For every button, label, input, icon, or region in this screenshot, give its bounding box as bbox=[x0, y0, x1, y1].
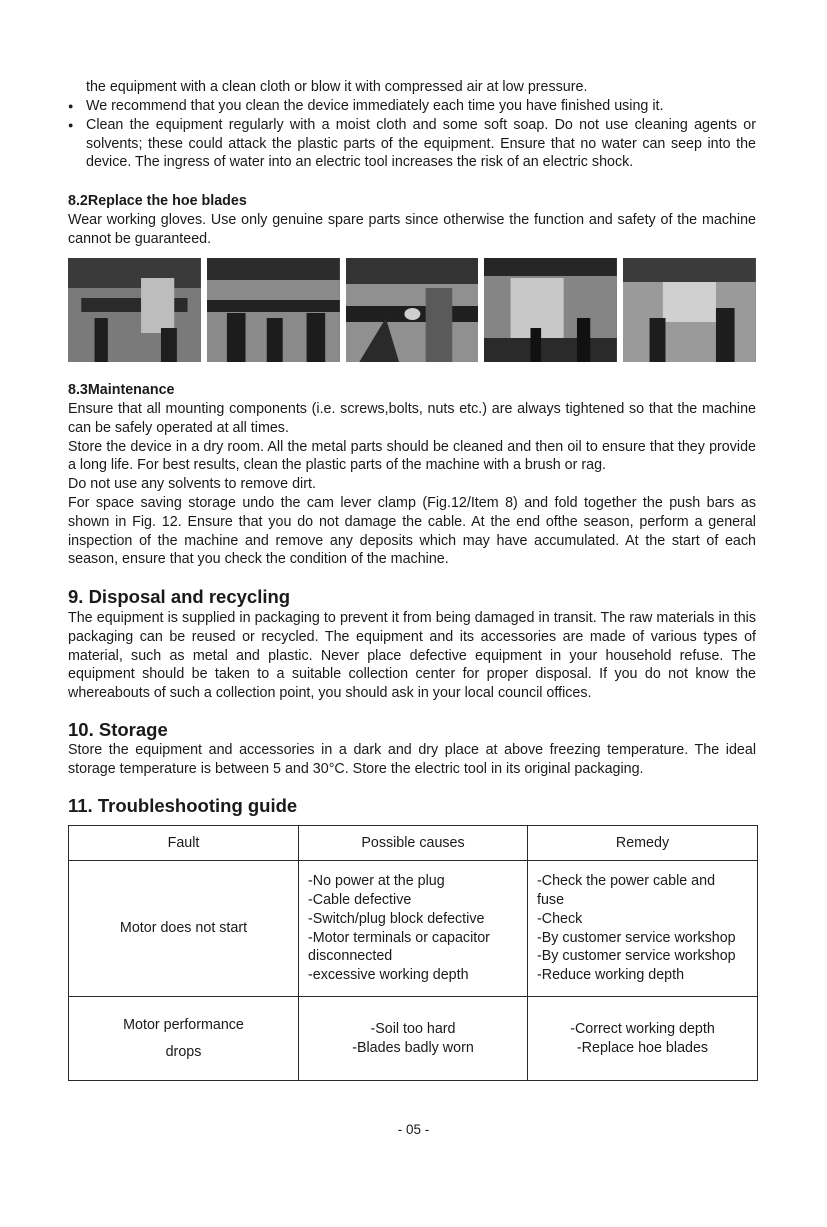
column-header-remedy: Remedy bbox=[528, 826, 758, 861]
page-number: - 05 - bbox=[397, 1122, 430, 1137]
remedy-line: -Reduce working depth bbox=[537, 967, 685, 984]
maintenance-paragraph: For space saving storage undo the cam lever clamp (Fig.12/Item 8) and fold together the push bars as shown in Fig. 12. Ensure that you do not damage the cable. At the end ofthe season, perform a general inspection of the machine and remove any deposits which may have accumulated. At the start of each season, ensure that you check the condition of the machine. bbox=[68, 494, 756, 568]
maintenance-body bbox=[68, 400, 756, 569]
fault-cell bbox=[69, 997, 299, 1081]
remedy-line: -Replace hoe blades bbox=[576, 1039, 709, 1056]
remedy-line: -Correct working depth bbox=[570, 1020, 715, 1037]
heading-storage: 10. Storage bbox=[68, 719, 168, 740]
remedy-line: -By customer service workshop bbox=[537, 929, 736, 946]
heading-disposal-recycling: 9. Disposal and recycling bbox=[68, 586, 291, 607]
maintenance-paragraph: Do not use any solvents to remove dirt. bbox=[68, 476, 316, 493]
replace-blades-text: Wear working gloves. Use only genuine spare parts since otherwise the function and safety of the machine cannot be guaranteed. bbox=[68, 212, 756, 247]
bullet-item: ● Clean the equipment regularly with a moist cloth and some soft soap. Do not use cleaning agents or solvents; these could attack the plastic parts of the equipment. Ensure that no water can seep into the device. The ingress of water into an electric tool increases the risk of an electric shock. bbox=[68, 116, 756, 172]
remedy-line: -By customer service workshop bbox=[537, 948, 736, 965]
column-header-causes: Possible causes bbox=[299, 826, 528, 861]
cause-line: -No power at the plug bbox=[308, 873, 445, 890]
causes-cell bbox=[299, 861, 528, 997]
cause-line: -Cable defective bbox=[308, 891, 412, 908]
cause-line: -Soil too hard bbox=[370, 1020, 456, 1037]
hoe-blade-photo-3 bbox=[346, 258, 479, 362]
table-header-row bbox=[69, 826, 758, 861]
maintenance-paragraph: Store the device in a dry room. All the metal parts should be cleaned and then oil to ensure that they provide a long life. For best results, clean the plastic parts of the machine with a brush or rag. bbox=[68, 438, 756, 474]
causes-cell bbox=[299, 997, 528, 1081]
remedy-line: -Check the power cable and bbox=[537, 873, 716, 890]
heading-maintenance: 8.3Maintenance bbox=[68, 382, 175, 398]
heading-troubleshooting: 11. Troubleshooting guide bbox=[68, 795, 298, 816]
cause-line: disconnected bbox=[308, 948, 393, 965]
fault-cell bbox=[69, 861, 299, 997]
maintenance-paragraph: Ensure that all mounting components (i.e. screws,bolts, nuts etc.) are always tightened so that the machine can be safely operated at all times. bbox=[68, 401, 756, 436]
cause-line: -excessive working depth bbox=[308, 967, 469, 984]
table-row bbox=[69, 997, 758, 1081]
cause-line: -Motor terminals or capacitor bbox=[308, 929, 490, 946]
hoe-blade-photo-5 bbox=[623, 258, 756, 362]
column-header-fault: Fault bbox=[69, 826, 299, 861]
fault-line: drops bbox=[165, 1043, 202, 1060]
hoe-blade-photo-2 bbox=[207, 258, 340, 362]
cause-line: -Switch/plug block defective bbox=[308, 910, 485, 927]
hoe-blade-photo-1 bbox=[68, 258, 201, 362]
troubleshooting-table bbox=[68, 825, 758, 1081]
cause-line: -Blades badly worn bbox=[352, 1039, 474, 1056]
remedy-cell bbox=[528, 997, 758, 1081]
hoe-blade-photo-4 bbox=[484, 258, 617, 362]
fault-line: Motor does not start bbox=[119, 920, 248, 937]
continuation-text: the equipment with a clean cloth or blow it with compressed air at low pressure. bbox=[86, 79, 588, 95]
remedy-line: -Check bbox=[537, 910, 583, 927]
table-row bbox=[69, 861, 758, 997]
storage-text: Store the equipment and accessories in a dark and dry place at above freezing temperature. The ideal storage temperature is between 5 and 30°C. Store the electric tool in its original packaging. bbox=[68, 742, 756, 777]
hoe-blade-photo-strip bbox=[68, 258, 756, 362]
cleaning-bullet-list bbox=[68, 97, 756, 172]
fault-line: Motor performance bbox=[123, 1016, 244, 1033]
disposal-text: The equipment is supplied in packaging to prevent it from being damaged in transit. The raw materials in this packaging can be reused or recycled. The equipment and its accessories are made of various types of material, such as metal and plastic. Never place defective equipment in your household refuse. The equipment should be taken to a suitable collection center for proper disposal. If you do not know the whereabouts of such a collection point, you should ask in your local council offices. bbox=[68, 610, 756, 702]
heading-replace-hoe-blades: 8.2Replace the hoe blades bbox=[68, 193, 247, 209]
bullet-item: ● We recommend that you clean the device immediately each time you have finished using it. bbox=[68, 97, 756, 116]
remedy-cell bbox=[528, 861, 758, 997]
remedy-line: fuse bbox=[537, 891, 565, 908]
